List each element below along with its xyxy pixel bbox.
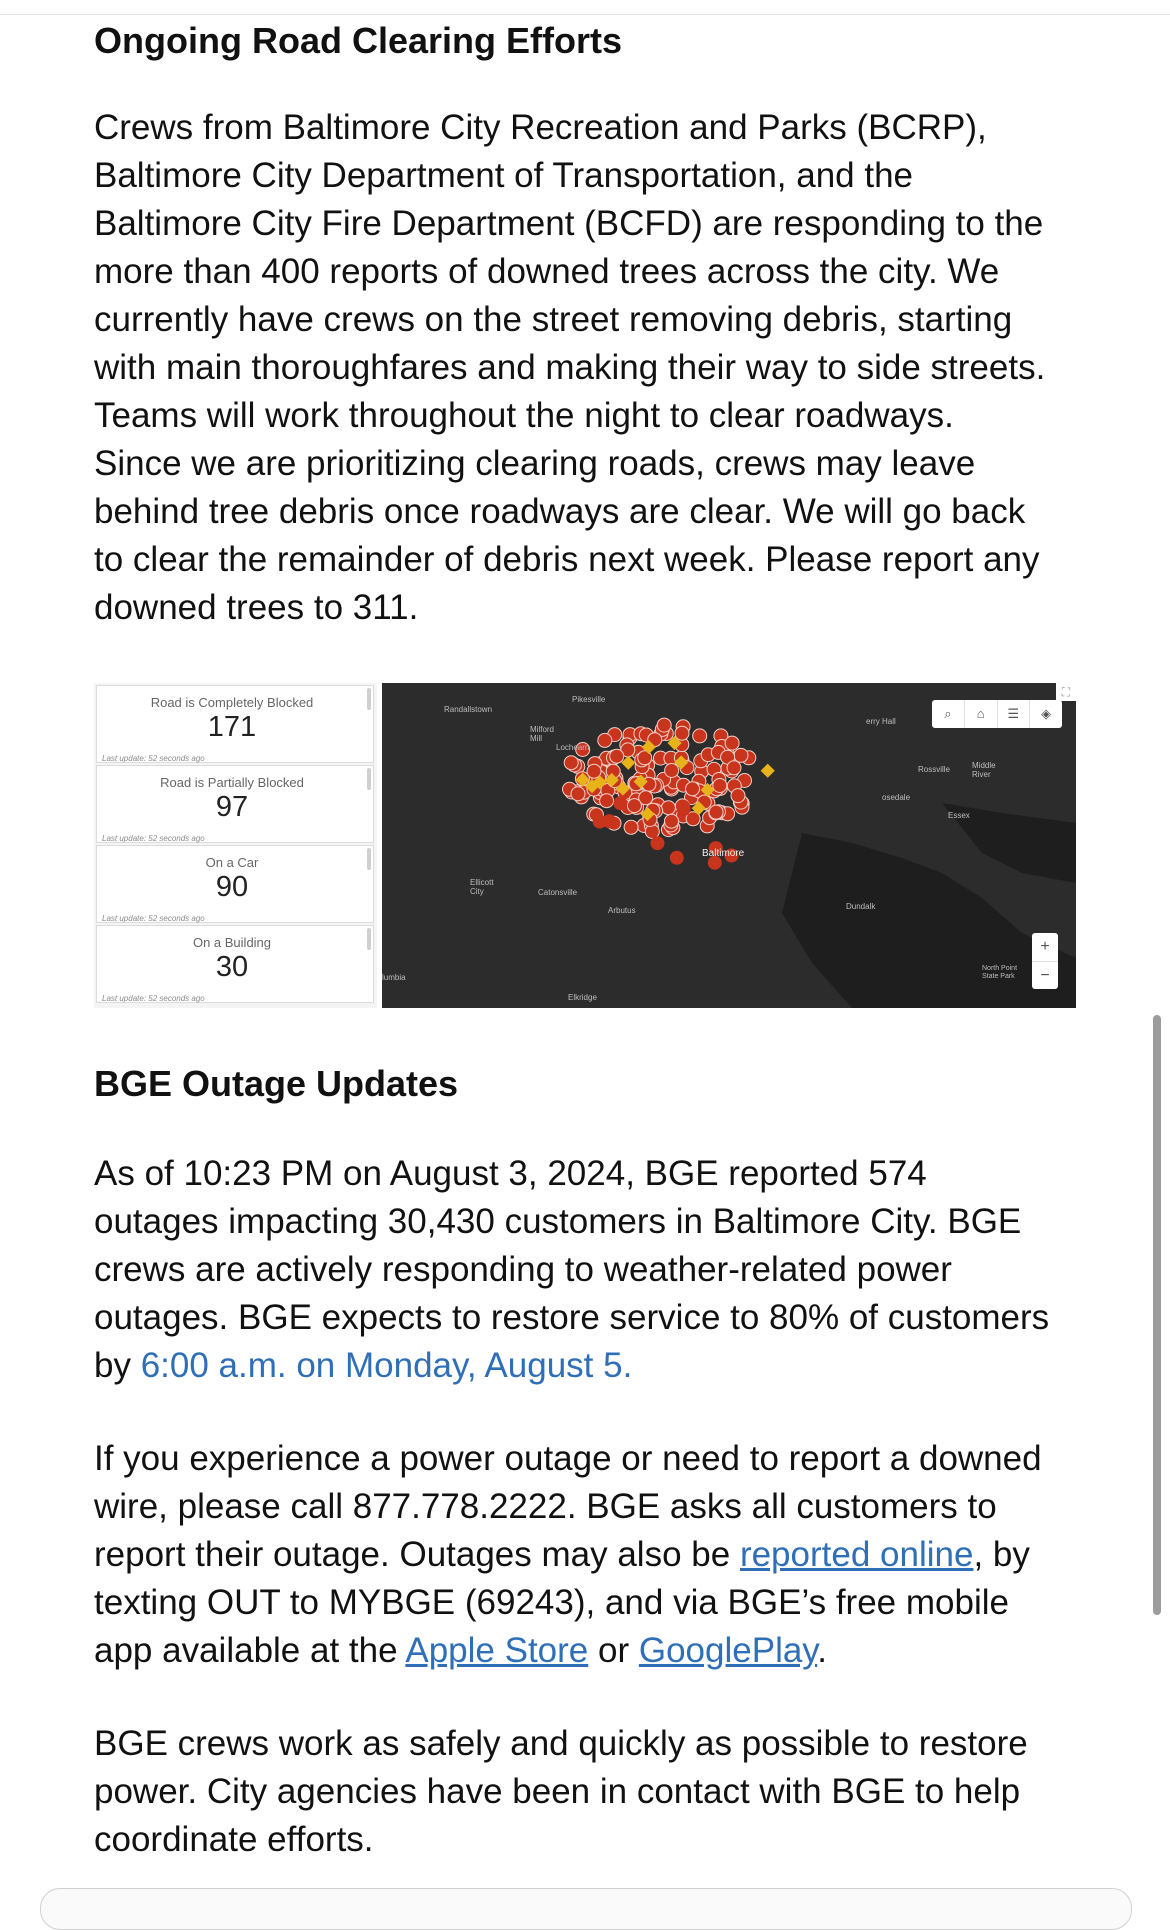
text-line: Baltimore City Fire Department (BCFD) are responding to the — [94, 204, 1044, 243]
text-line: BGE crews work as safely and quickly as possible to restore — [94, 1724, 1028, 1763]
place-label: Rossville — [918, 765, 951, 774]
bge-crews-paragraph — [94, 1720, 1094, 1864]
stat-label: On a Car — [205, 855, 259, 870]
home-icon[interactable]: ⌂ — [965, 700, 998, 728]
section-title-bge-outage: BGE Outage Updates — [94, 1063, 459, 1104]
scroll-grip-icon — [367, 848, 371, 870]
text-segment: . — [817, 1631, 827, 1670]
blocked-road-marker[interactable] — [657, 718, 671, 732]
place-label: osedale — [882, 793, 911, 802]
text-line: Crews from Baltimore City Recreation and Parks (BCRP), — [94, 108, 987, 147]
restoration-time-link[interactable]: 6:00 a.m. on Monday, August 5. — [140, 1346, 633, 1385]
section-title-road-clearing: Ongoing Road Clearing Efforts — [94, 20, 622, 61]
blocked-road-marker[interactable] — [665, 764, 679, 778]
list-icon[interactable]: ☰ — [998, 700, 1031, 728]
stat-updated: Last update: 52 seconds ago — [102, 834, 205, 843]
blocked-road-marker[interactable] — [624, 820, 638, 834]
blocked-road-marker[interactable] — [627, 799, 641, 813]
place-label: Baltimore — [702, 848, 745, 859]
place-label: Pikesville — [572, 695, 606, 704]
text-segment: , by — [973, 1535, 1030, 1574]
stat-updated: Last update: 52 seconds ago — [102, 914, 205, 923]
blocked-road-marker[interactable] — [613, 796, 627, 810]
bge-outage-paragraph — [94, 1150, 1094, 1390]
stat-label: Road is Completely Blocked — [150, 695, 314, 710]
text-prefix: by — [94, 1346, 141, 1385]
report-outage-paragraph — [94, 1435, 1094, 1675]
downed-trees-map — [382, 683, 1076, 1008]
blocked-road-marker[interactable] — [651, 836, 665, 850]
text-line: crews are actively responding to weather-related power — [94, 1250, 952, 1289]
text-line: more than 400 reports of downed trees across the city. We — [94, 252, 1000, 291]
text-line: downed trees to 311. — [94, 588, 419, 627]
text-segment: or — [588, 1631, 639, 1670]
stat-value: 90 — [215, 871, 249, 903]
reported-online-link[interactable]: reported online — [739, 1535, 974, 1574]
place-label: Milford Mill — [530, 725, 555, 743]
blocked-road-marker[interactable] — [600, 794, 614, 808]
place-label: North Point State Park — [982, 965, 1018, 980]
layers-icon[interactable]: ◈ — [1041, 706, 1052, 721]
text-line: Baltimore City Department of Transportation, and the — [94, 156, 914, 195]
zoom-out-button[interactable]: − — [1040, 967, 1050, 984]
blocked-road-marker[interactable] — [713, 779, 727, 793]
place-label: Catonsville — [538, 888, 578, 897]
stat-updated: Last update: 52 seconds ago — [102, 994, 205, 1003]
stat-card-partially-blocked — [96, 765, 374, 843]
blocked-road-marker[interactable] — [725, 736, 739, 750]
place-label: Lochearn — [556, 743, 590, 752]
text-line: currently have crews on the street removing debris, starting — [94, 300, 1013, 339]
blocked-road-marker[interactable] — [727, 761, 741, 775]
stat-card-completely-blocked — [96, 685, 374, 763]
stat-value: 97 — [215, 791, 249, 823]
top-divider — [0, 14, 1170, 15]
blocked-road-marker[interactable] — [734, 748, 748, 762]
blocked-road-marker[interactable] — [693, 729, 707, 743]
text-segment: app available at the — [94, 1631, 406, 1670]
text-line: to clear the remainder of debris next week. Please report any — [94, 540, 1040, 579]
googleplay-link[interactable]: GooglePlay — [638, 1631, 818, 1670]
place-label: Dundalk — [846, 902, 876, 911]
place-label: erry Hall — [866, 717, 896, 726]
text-line: If you experience a power outage or need to report a downed — [94, 1439, 1042, 1478]
stat-label: Road is Partially Blocked — [160, 775, 304, 790]
blocked-road-marker[interactable] — [709, 805, 723, 819]
scroll-grip-icon — [367, 928, 371, 950]
stat-updated: Last update: 52 seconds ago — [102, 754, 205, 763]
place-label: lumbia — [382, 973, 406, 982]
blocked-road-marker[interactable] — [610, 749, 624, 763]
scroll-grip-icon — [367, 688, 371, 710]
blocked-road-marker[interactable] — [593, 815, 607, 829]
stat-value: 30 — [215, 951, 249, 983]
search-icon[interactable]: ⌕ — [932, 700, 965, 728]
place-label: Ellicott City — [470, 878, 494, 896]
place-label: Elkridge — [568, 993, 597, 1002]
text-line: Teams will work throughout the night to clear roadways. — [94, 396, 954, 435]
text-line: As of 10:23 PM on August 3, 2024, BGE reported 574 — [94, 1154, 927, 1193]
downed-trees-dashboard-image — [94, 683, 1076, 1008]
text-line: behind tree debris once roadways are clear. We will go back — [94, 492, 1026, 531]
blocked-road-marker[interactable] — [665, 814, 679, 828]
fullscreen-icon[interactable]: ⛶ — [1056, 683, 1076, 701]
dashboard-stat-cards — [94, 683, 377, 1008]
zoom-in-button[interactable]: + — [1032, 933, 1058, 962]
text-line: wire, please call 877.778.2222. BGE asks all customers to — [94, 1487, 997, 1526]
map-toolbar — [932, 700, 1062, 728]
blocked-road-marker[interactable] — [598, 733, 612, 747]
marker-cluster — [563, 718, 775, 870]
map-graphics — [382, 683, 1076, 1008]
text-line: outages impacting 30,430 customers in Baltimore City. BGE — [94, 1202, 1022, 1241]
blocked-road-marker[interactable] — [676, 800, 690, 814]
blocked-road-marker[interactable] — [670, 851, 684, 865]
place-label: Arbutus — [608, 906, 636, 915]
road-clearing-paragraph — [94, 104, 1094, 632]
place-label: Essex — [948, 811, 970, 820]
page-scrollbar[interactable] — [1153, 1015, 1161, 1615]
text-line: power. City agencies have been in contact with BGE to help — [94, 1772, 1021, 1811]
blocked-road-marker[interactable] — [731, 789, 745, 803]
bottom-toolbar — [40, 1888, 1132, 1930]
scroll-grip-icon — [367, 768, 371, 790]
partial-block-marker[interactable] — [761, 764, 775, 778]
text-line: coordinate efforts. — [94, 1820, 374, 1859]
zoom-control — [1032, 933, 1058, 989]
blocked-road-marker[interactable] — [686, 782, 700, 796]
text-line: Since we are prioritizing clearing roads, crews may leave — [94, 444, 976, 483]
stat-label: On a Building — [192, 935, 272, 950]
text-segment: report their outage. Outages may also be — [94, 1535, 740, 1574]
place-label: Randallstown — [444, 705, 493, 714]
blocked-road-marker[interactable] — [675, 726, 689, 740]
text-line: with main thoroughfares and making their way to side streets. — [94, 348, 1046, 387]
stat-value: 171 — [207, 711, 257, 743]
place-label: Middle River — [972, 761, 996, 779]
blocked-road-marker[interactable] — [661, 801, 675, 815]
stat-card-on-a-building — [96, 925, 374, 1003]
stat-card-on-a-car — [96, 845, 374, 923]
text-line: texting OUT to MYBGE (69243), and via BGE’s free mobile — [94, 1583, 1009, 1622]
apple-store-link[interactable]: Apple Store — [405, 1631, 589, 1670]
blocked-road-marker[interactable] — [571, 787, 585, 801]
text-line: outages. BGE expects to restore service to 80% of customers — [94, 1298, 1050, 1337]
blocked-road-marker[interactable] — [564, 756, 578, 770]
